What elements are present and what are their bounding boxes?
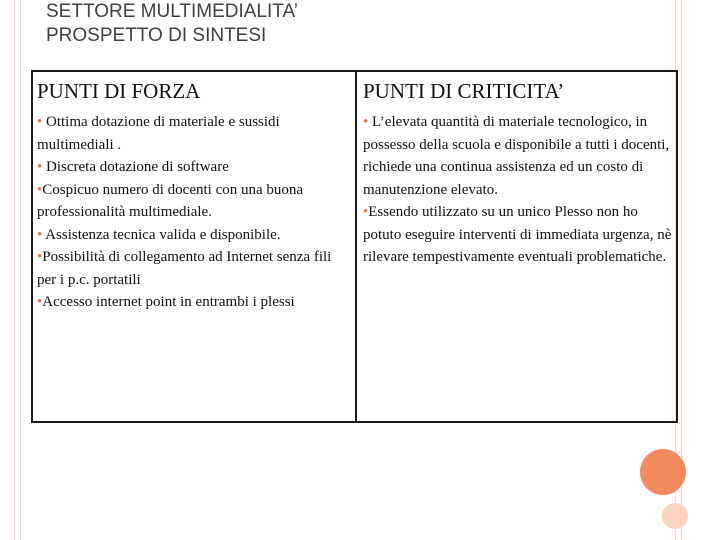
- decorative-circle-small: [662, 503, 688, 529]
- strengths-header: PUNTI DI FORZA: [37, 79, 201, 103]
- strength-item: [37, 156, 353, 179]
- strength-item-text: Possibilità di collegamento ad Internet senza fili per i p.c. portatili: [37, 249, 332, 288]
- column-divider: [355, 72, 357, 421]
- strength-item: [37, 246, 353, 291]
- bullet-icon: •: [37, 159, 43, 175]
- bullet-icon: •: [363, 204, 369, 220]
- weakness-item-text: Essendo utilizzato su un unico Plesso non ho potuto eseguire interventi di immediata urgenza, nè rilevare tempestivamente eventuali problematiche.: [363, 204, 672, 265]
- strength-item: [37, 224, 353, 247]
- bullet-icon: •: [37, 226, 43, 243]
- bullet-icon: •: [363, 114, 369, 130]
- strength-item: [37, 291, 353, 314]
- strength-item: [37, 179, 353, 224]
- weakness-item: [363, 111, 676, 201]
- weaknesses-column: [363, 72, 676, 269]
- slide-title-line-1: SETTORE MULTIMEDIALITA’: [46, 1, 298, 22]
- strength-item-text: Ottima dotazione di materiale e sussidi multimediali .: [37, 114, 280, 153]
- slide-title: [46, 0, 298, 48]
- weakness-item-text: L’elevata quantità di materiale tecnologico, in possesso della scuola e disponibile a tutti i docenti, richiede una continua assistenza ed un costo di manutenzione elevato.: [363, 114, 670, 198]
- strength-item-text: Assistenza tecnica valida e disponibile.: [45, 226, 281, 243]
- decorative-circle-large: [640, 449, 686, 495]
- summary-table: [31, 70, 678, 423]
- strength-item: [37, 111, 353, 156]
- strength-item-text: Cospicuo numero di docenti con una buona professionalità multimediale.: [37, 181, 304, 220]
- bullet-icon: •: [37, 114, 43, 130]
- weakness-item: [363, 201, 676, 269]
- bullet-icon: •: [37, 249, 43, 265]
- weaknesses-header: PUNTI DI CRITICITA’: [363, 79, 565, 103]
- strength-item-text: Accesso internet point in entrambi i plessi: [42, 294, 295, 310]
- bullet-icon: •: [37, 294, 43, 310]
- strengths-list: [37, 111, 353, 314]
- strength-item-text: Discreta dotazione di software: [46, 159, 229, 175]
- slide-title-line-2: PROSPETTO DI SINTESI: [46, 25, 267, 46]
- bullet-icon: •: [37, 181, 43, 198]
- weaknesses-list: [363, 111, 676, 269]
- strengths-column: [37, 72, 353, 314]
